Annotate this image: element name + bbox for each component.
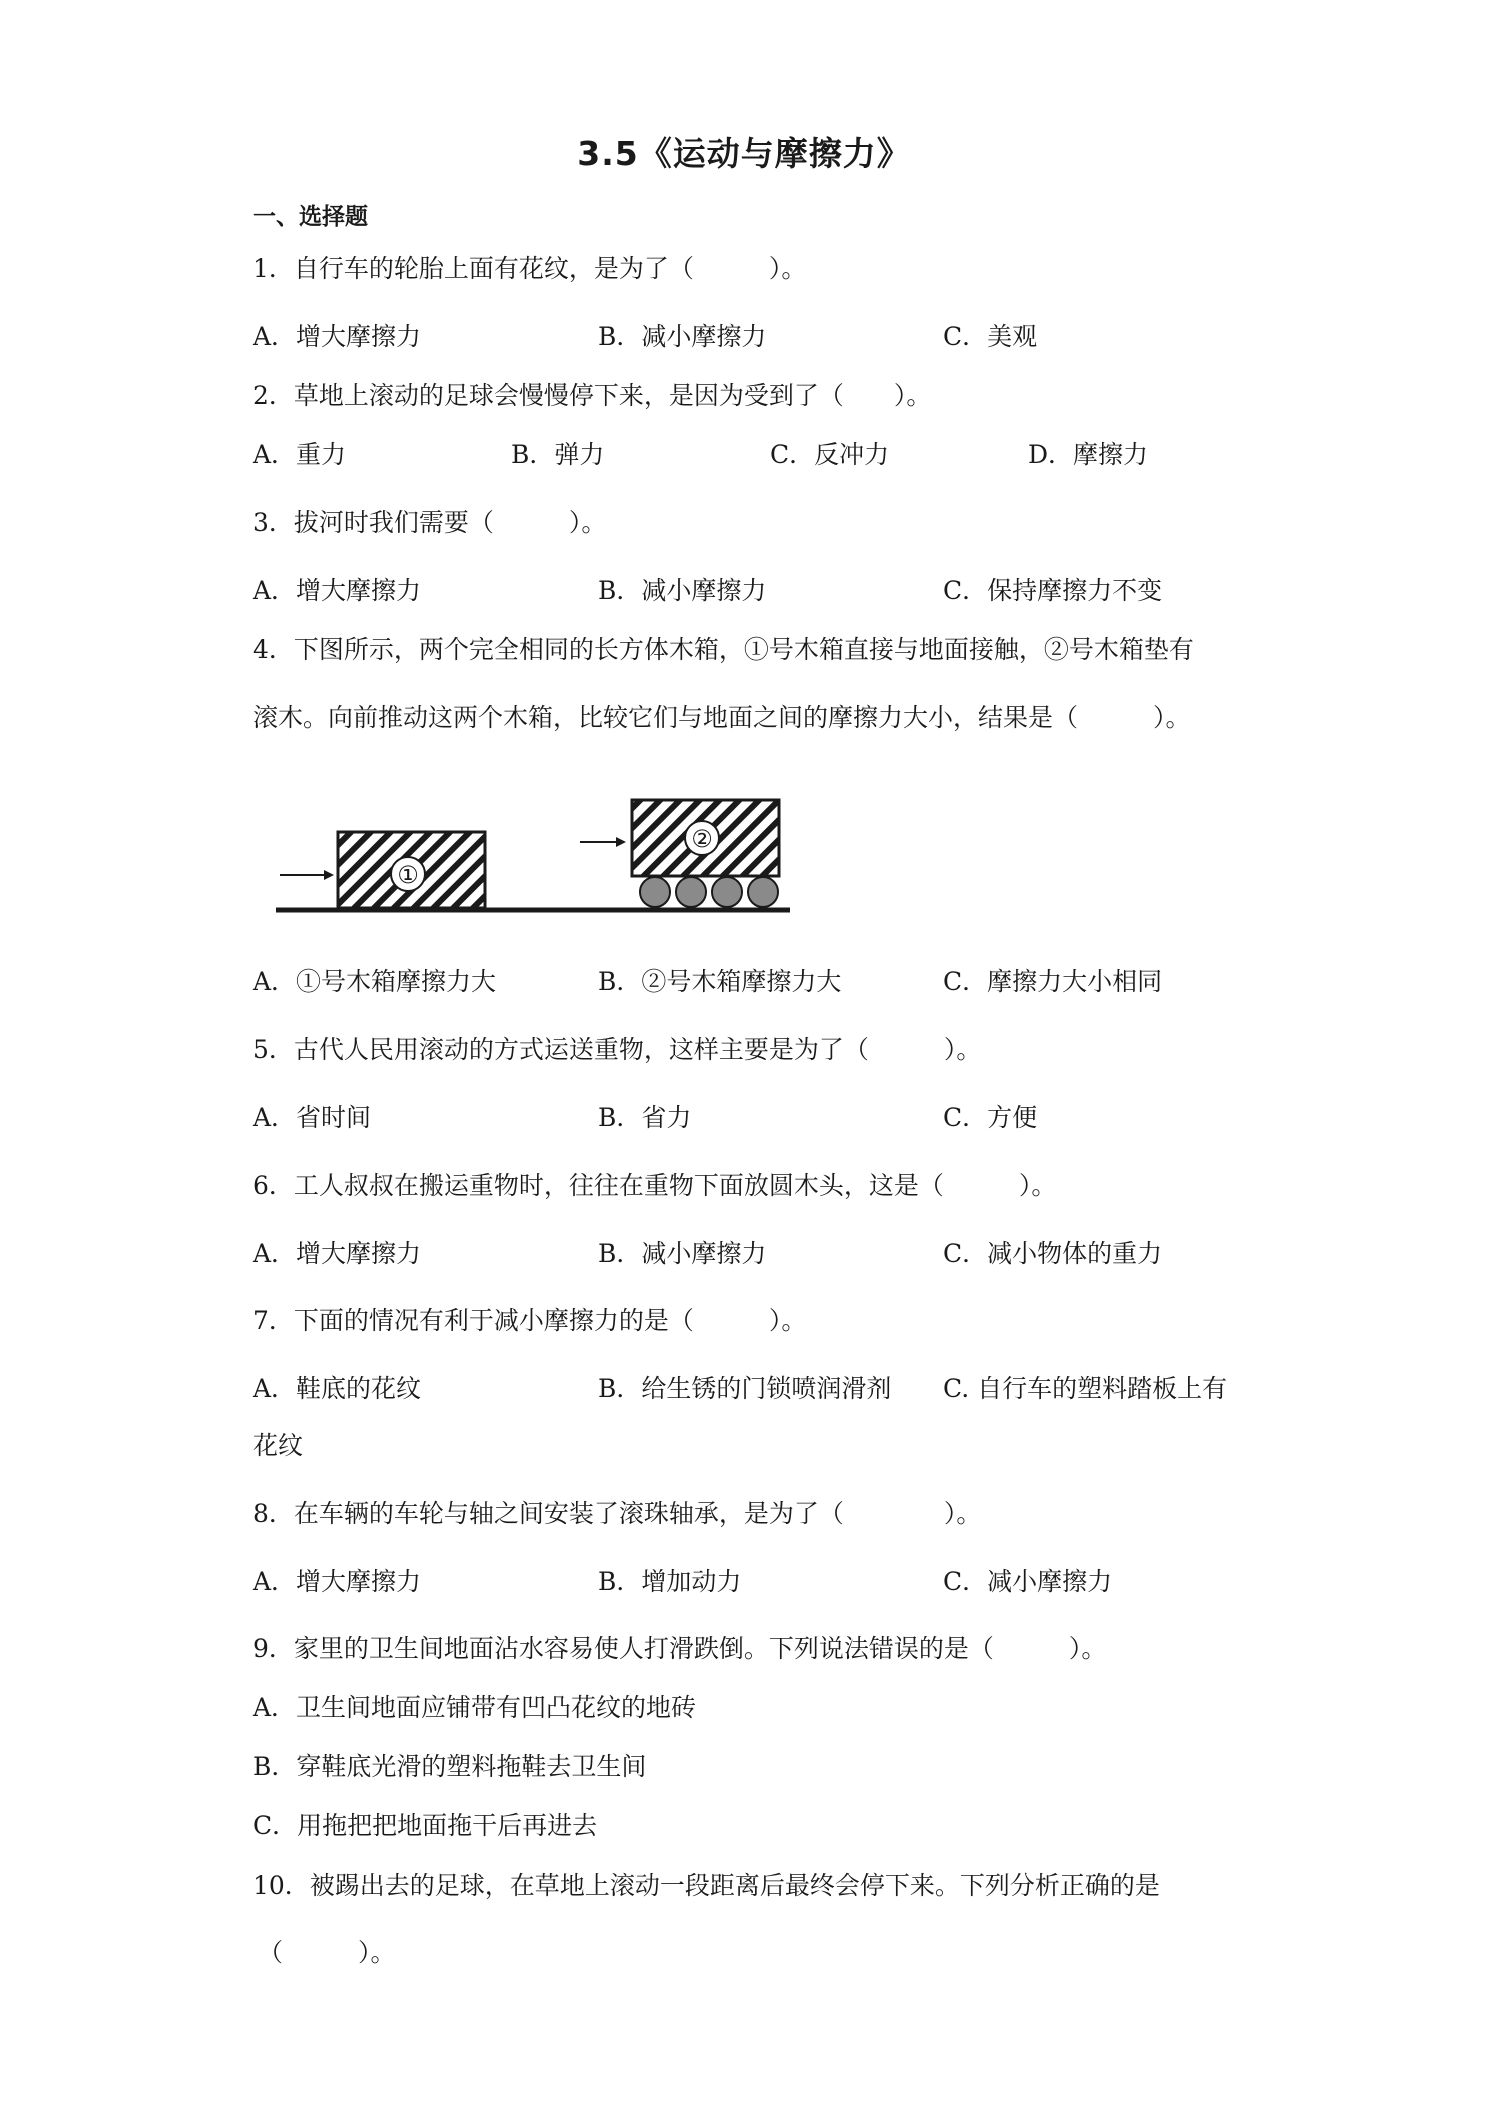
question-6-option-a: A．增大摩擦力 (253, 1239, 422, 1268)
question-5-option-b: B．省力 (598, 1103, 692, 1132)
question-4-stem-line1: 4．下图所示，两个完全相同的长方体木箱，①号木箱直接与地面接触，②号木箱垫有 (253, 635, 1194, 664)
question-10-stem-line2: （ ）。 (258, 1938, 396, 1967)
roller-log (676, 877, 706, 907)
question-9-option-c: C．用拖把把地面拖干后再进去 (253, 1811, 598, 1840)
box-1-label: ① (397, 861, 419, 889)
question-4-option-c: C．摩擦力大小相同 (943, 967, 1163, 996)
question-1-stem: 1．自行车的轮胎上面有花纹，是为了（ ）。 (253, 254, 807, 283)
page-title: 3.5《运动与摩擦力》 (577, 134, 911, 173)
question-8-option-b: B．增加动力 (598, 1567, 742, 1596)
question-3-option-a: A．增大摩擦力 (253, 576, 422, 605)
question-8-option-c: C．减小摩擦力 (943, 1567, 1113, 1596)
question-7-option-b: B．给生锈的门锁喷润滑剂 (598, 1374, 892, 1403)
question-4-option-b: B．②号木箱摩擦力大 (598, 967, 842, 996)
question-4-option-a: A．①号木箱摩擦力大 (253, 967, 497, 996)
question-2-option-d: D．摩擦力 (1028, 440, 1149, 469)
push-arrow-2-head (616, 837, 626, 847)
question-8-stem: 8．在车辆的车轮与轴之间安装了滚珠轴承，是为了（ ）。 (253, 1499, 982, 1528)
question-2-option-b: B．弹力 (511, 440, 605, 469)
question-6-stem: 6．工人叔叔在搬运重物时，往往在重物下面放圆木头，这是（ ）。 (253, 1171, 1057, 1200)
question-9-stem: 9．家里的卫生间地面沾水容易使人打滑跌倒。下列说法错误的是（ ）。 (253, 1634, 1107, 1663)
question-9-option-b: B．穿鞋底光滑的塑料拖鞋去卫生间 (253, 1752, 647, 1781)
question-7-option-c: C. 自行车的塑料踏板上有 (943, 1374, 1228, 1403)
question-1-option-a: A．增大摩擦力 (253, 322, 422, 351)
question-2-option-a: A．重力 (253, 440, 347, 469)
section-heading: 一、选择题 (253, 204, 368, 230)
question-2-stem: 2．草地上滚动的足球会慢慢停下来，是因为受到了（ ）。 (253, 381, 932, 410)
question-5-option-a: A．省时间 (253, 1103, 372, 1132)
question-4-stem-line2: 滚木。向前推动这两个木箱，比较它们与地面之间的摩擦力大小，结果是（ ）。 (253, 703, 1191, 732)
push-arrow-1-head (324, 870, 334, 880)
question-1-option-c: C．美观 (943, 322, 1038, 351)
question-6-option-b: B．减小摩擦力 (598, 1239, 767, 1268)
question-7-option-c-wrap: 花纹 (253, 1431, 304, 1460)
question-3-option-c: C．保持摩擦力不变 (943, 576, 1163, 605)
question-1-option-b: B．减小摩擦力 (598, 322, 767, 351)
question-9-option-a: A．卫生间地面应铺带有凹凸花纹的地砖 (253, 1693, 697, 1722)
question-5-option-c: C．方便 (943, 1103, 1038, 1132)
question-10-stem-line1: 10．被踢出去的足球，在草地上滚动一段距离后最终会停下来。下列分析正确的是 (253, 1871, 1160, 1900)
question-6-option-c: C．减小物体的重力 (943, 1239, 1163, 1268)
wooden-boxes-diagram (270, 790, 800, 920)
box-2-label: ② (691, 825, 713, 853)
question-3-option-b: B．减小摩擦力 (598, 576, 767, 605)
roller-log (640, 877, 670, 907)
question-8-option-a: A．增大摩擦力 (253, 1567, 422, 1596)
roller-log (748, 877, 778, 907)
question-7-option-a: A．鞋底的花纹 (253, 1374, 422, 1403)
question-7-stem: 7．下面的情况有利于减小摩擦力的是（ ）。 (253, 1306, 807, 1335)
question-3-stem: 3．拔河时我们需要（ ）。 (253, 508, 607, 537)
question-2-option-c: C．反冲力 (770, 440, 890, 469)
roller-log (712, 877, 742, 907)
question-5-stem: 5．古代人民用滚动的方式运送重物，这样主要是为了（ ）。 (253, 1035, 982, 1064)
